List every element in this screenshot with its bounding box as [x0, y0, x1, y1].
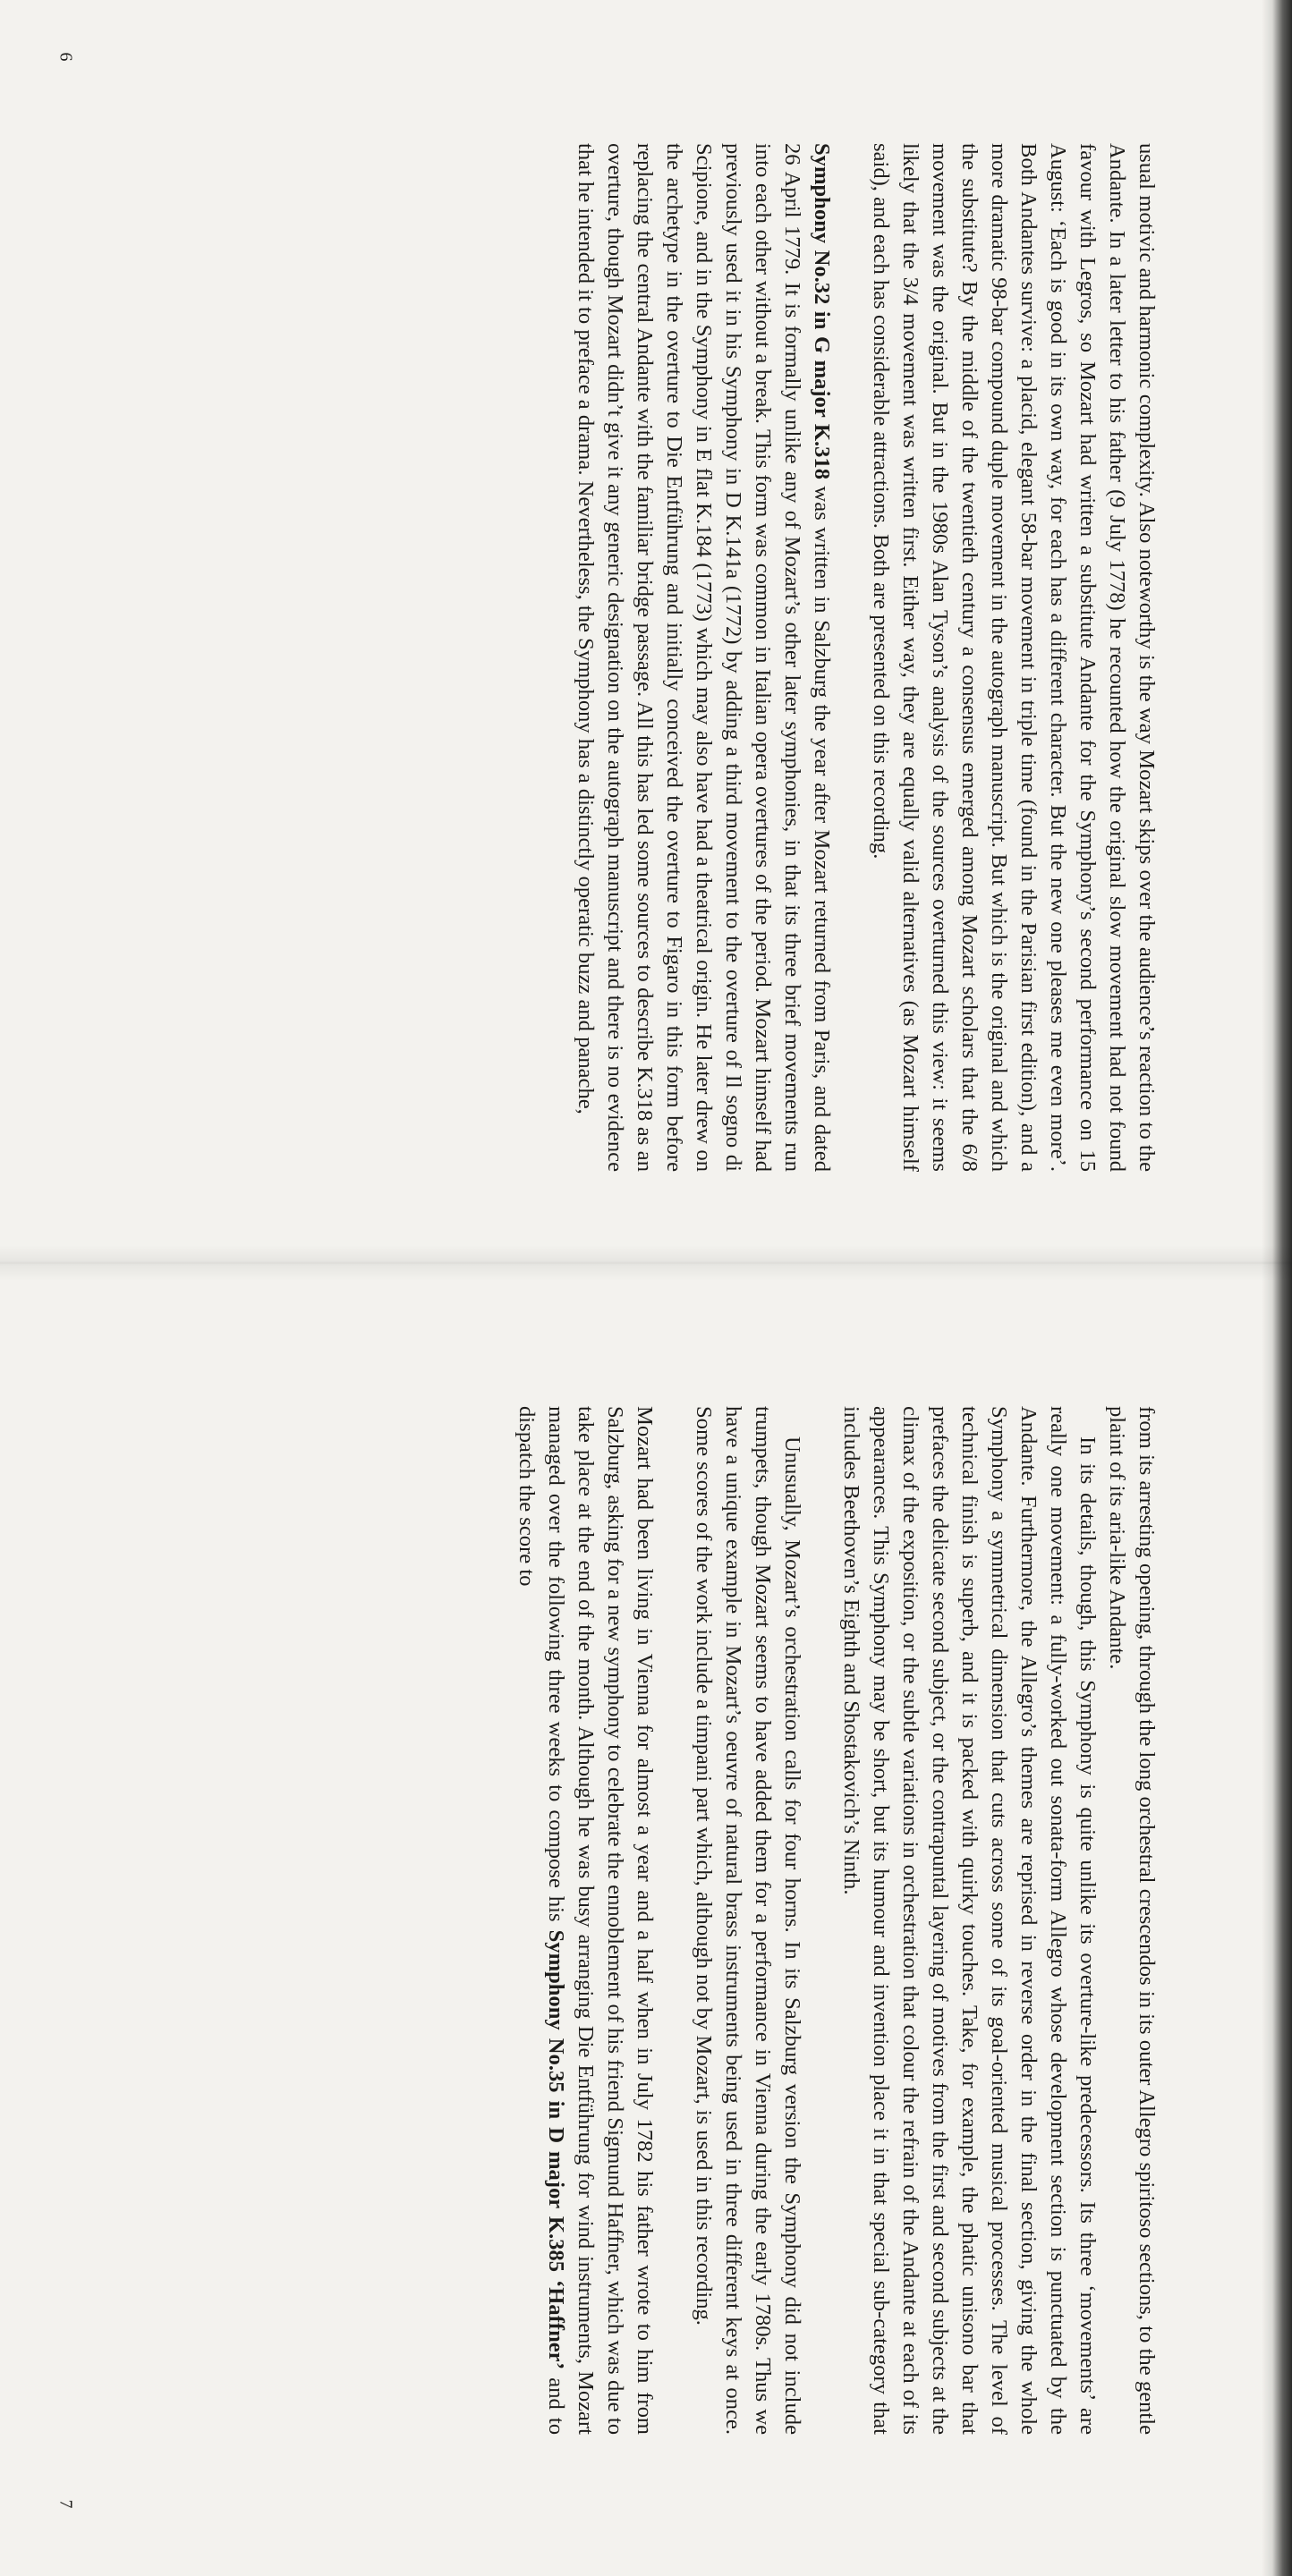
haffner-intro: Mozart had been living in Vienna for almost a year and a half when in July 1782 his father wrote to him from Salzburg, asking for a new symphony to celebrate the ennoblement of his friend Sigmund Haffner, which was due to take place at the end of the month. Although he was busy arranging Die Entführung for wind instruments, Mozart managed over the following three weeks to compose his — [544, 1406, 657, 2435]
scan-edge — [1262, 0, 1292, 2576]
page-number-6: 6 — [55, 52, 76, 62]
paragraph-details: In its details, though, this Symphony is quite unlike its overture-like predecessors. Its three ‘movements’ are really one movement: a fully-worked out sonata-form Allegro whose development section is punctuated by the Andante. Furthermore, the Allegro’s themes are reprised in reverse order in the final section, giving the whole Symphony a symmetrical dimension that cuts across some of its goal-oriented musical processes. The level of technical finish is superb, and it is packed with quirky touches. Take, for example, the phatic unisono bar that prefaces the delicate second subject, or the contrapuntal layering of motives from the first and second subjects at the climax of the exposition, or the subtle variations in orchestration that colour the refrain of the Andante at each of its appearances. This Symphony may be short, but its humour and invention place it in that special sub-category that includes Beethoven’s Eighth and Shostakovich’s Ninth. — [839, 1406, 1100, 2435]
booklet-fold — [0, 1245, 1292, 1281]
paragraph-andante-discussion: usual motivic and harmonic complexity. Also noteworthy is the way Mozart skips over the audience’s reaction to the Andante. In a later letter to his father (9 July 1778) he recounted how the original slow movement had not found favour with Legros, so Mozart had written a substitute Andante for the Symphony’s second performance on 15 August: ‘Each is good in its own way, for each has a different character. But the new one pleases me even more’. Both Andantes survive: a placid, elegant 58-bar movement in triple time (found in the Parisian first edition), and a more dramatic 98-bar compound duple movement in the autograph manuscript. But which is the original and which the substitute? By the middle of the twentieth century a consensus emerged among Mozart scholars that the 6/8 movement was the original. But in the 1980s Alan Tyson’s analysis of the sources overturned this view: it seems likely that the 3/4 movement was written first. Either way, they are equally valid alternatives (as Mozart himself said), and each has considerable attractions. Both are presented on this recording. — [869, 143, 1159, 1172]
paragraph-opening: from its arresting opening, through the long orchestral crescendos in its outer Allegro spiritoso sections, to the gentle plaint of its aria-like Andante. — [1105, 1406, 1159, 2435]
paragraph-orchestration: Unusually, Mozart’s orchestration calls for four horns. In its Salzburg version the Symphony did not include trumpets, though Mozart seems to have added them for a performance in Vienna during the early 1780s. Thus we have a unique example in Mozart’s oeuvre of natural brass instruments being used in three different keys at once. Some scores of the work include a timpani part which, although not by Mozart, is used in this recording. — [692, 1406, 804, 2435]
page-7-column — [512, 1406, 1161, 2435]
symphony-32-heading: Symphony No.32 in G major K.318 — [810, 143, 834, 480]
page-6-text — [571, 143, 1161, 1172]
symphony-32-body: was written in Salzburg the year after Mozart returned from Paris, and dated 26 April 1779. It is formally unlike any of Mozart’s other later symphonies, in that its three brief movements run into each other without a break. This form was common in Italian opera overtures of the period. Mozart himself had previously used it in his Symphony in D K.141a (1772) by adding a third movement to the overture of Il sogno di Scipione, and in the Symphony in E flat K.184 (1773) which may also have had a theatrical origin. He later drew on the archetype in the overture to Die Entführung and initially conceived the overture to Figaro in this form before replacing the central Andante with the familiar bridge passage. All this has led some sources to describe K.318 as an overture, though Mozart didn’t give it any generic designation on the autograph manuscript and there is no evidence that he intended it to preface a drama. Nevertheless, the Symphony has a distinctly operatic buzz and panache, — [574, 143, 834, 1172]
page-number-7: 7 — [55, 2499, 76, 2509]
symphony-35-heading: Symphony No.35 in D major K.385 ‘Haffner’ — [544, 1929, 568, 2370]
paragraph-symphony-32 — [571, 143, 837, 1172]
page-6-column — [571, 143, 1161, 1172]
page-7-text — [512, 1406, 1161, 2435]
haffner-end: and to dispatch the score to — [514, 1406, 568, 2435]
paragraph-haffner — [512, 1406, 659, 2435]
